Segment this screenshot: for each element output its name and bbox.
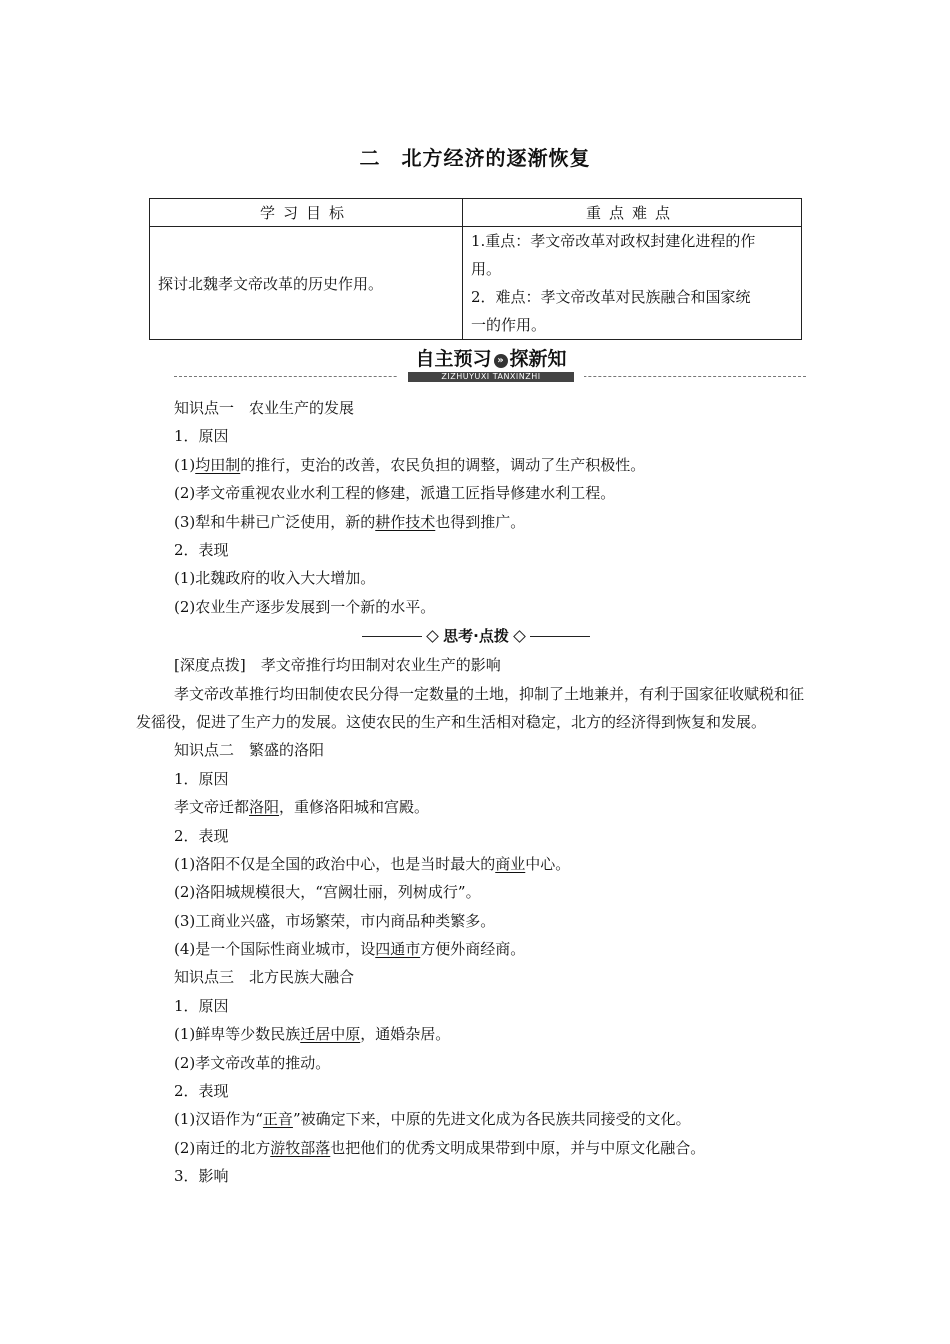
diamond-icon xyxy=(426,630,439,643)
text-part: (1)洛阳不仅是全国的政治中心，也是当时最大的 xyxy=(174,854,496,873)
underlined-term: 商业 xyxy=(495,854,526,873)
kp1-heading-2: 2．表现 xyxy=(174,540,229,559)
goals-header: 学习目标 xyxy=(150,199,463,227)
kp1-heading-1: 1．原因 xyxy=(174,427,229,446)
think-heading: [深度点拨] 孝文帝推行均田制对农业生产的影响 xyxy=(174,656,501,675)
text-part: (1) xyxy=(174,455,196,474)
text-part: ，重修洛阳城和宫殿。 xyxy=(279,798,430,817)
kp3-title: 知识点三 北方民族大融合 xyxy=(174,968,355,987)
text-part: (3)犁和牛耕已广泛使用，新的 xyxy=(174,512,376,531)
kp3-line-2: (2)孝文帝改革的推动。 xyxy=(174,1053,331,1072)
text-part: (1)汉语作为“ xyxy=(174,1110,263,1129)
kp2-line-3: (2)洛阳城规模很大，“宫阙壮丽，列树成行”。 xyxy=(174,883,481,902)
underlined-term: 游牧部落 xyxy=(270,1138,331,1157)
section-banner xyxy=(174,346,806,386)
text-part: 中心。 xyxy=(525,854,571,873)
kp3-heading-3: 3．影响 xyxy=(174,1167,229,1186)
key-points-header: 重点难点 xyxy=(463,199,802,227)
underlined-term: 均田制 xyxy=(195,455,241,474)
underlined-term: 洛阳 xyxy=(249,798,280,817)
kp2-line-4: (3)工商业兴盛，市场繁荣，市内商品种类繁多。 xyxy=(174,911,496,930)
kp2-line-2 xyxy=(136,850,816,878)
kp2-title: 知识点二 繁盛的洛阳 xyxy=(174,741,325,760)
arrow-icon: » xyxy=(494,354,508,368)
kp1-line-4: (1)北魏政府的收入大大增加。 xyxy=(174,569,376,588)
underlined-term: 迁居中原 xyxy=(300,1025,361,1044)
page-title: 二 北方经济的逐渐恢复 xyxy=(359,146,591,170)
text-part: (2)南迁的北方 xyxy=(174,1138,271,1157)
key-point-1b: 用。 xyxy=(471,260,502,278)
key-point-2b: 一的作用。 xyxy=(471,316,547,334)
divider-rule xyxy=(530,636,590,637)
banner-left-text: 自主预习 xyxy=(415,348,492,370)
kp1-line-3 xyxy=(136,508,816,536)
think-paragraph: 孝文帝改革推行均田制使农民分得一定数量的土地，抑制了土地兼并，有利于国家征收赋税和征发徭役，促进了生产力的发展。这使农民的生产和生活相对稳定，北方的经济得到恢复和发展。 xyxy=(136,684,805,731)
kp3-line-3 xyxy=(136,1105,816,1133)
underlined-term: 四通市 xyxy=(375,940,421,959)
think-label: 思考·点拨 xyxy=(443,627,509,646)
key-points-cell xyxy=(463,227,802,340)
text-part: 的推行，吏治的改善，农民负担的调整，调动了生产积极性。 xyxy=(240,455,646,474)
text-part: (4)是一个国际性商业城市，设 xyxy=(174,940,376,959)
goal-cell xyxy=(150,227,463,340)
divider-rule xyxy=(362,636,422,637)
diamond-icon xyxy=(513,630,526,643)
text-part: ”被确定下来，中原的先进文化成为各民族共同接受的文化。 xyxy=(292,1110,691,1129)
banner-box xyxy=(398,346,584,382)
text-part: 方便外商经商。 xyxy=(420,940,526,959)
kp2-heading-2: 2．表现 xyxy=(174,826,229,845)
goals-table xyxy=(149,198,802,340)
text-part: 孝文帝迁都 xyxy=(174,798,250,817)
banner-right-text: 探新知 xyxy=(509,348,567,370)
text-part: 也得到推广。 xyxy=(435,512,526,531)
kp1-line-5: (2)农业生产逐步发展到一个新的水平。 xyxy=(174,597,436,616)
kp3-line-1 xyxy=(136,1020,816,1048)
kp1-line-1 xyxy=(136,451,816,479)
underlined-term: 耕作技术 xyxy=(375,512,436,531)
kp3-heading-1: 1．原因 xyxy=(174,996,229,1015)
think-divider xyxy=(136,621,816,651)
kp1-title: 知识点一 农业生产的发展 xyxy=(174,399,355,417)
text-part: 也把他们的优秀文明成果带到中原，并与中原文化融合。 xyxy=(330,1138,706,1157)
text-part: ，通婚杂居。 xyxy=(360,1025,451,1044)
kp1-line-2: (2)孝文帝重视农业水利工程的修建，派遣工匠指导修建水利工程。 xyxy=(174,484,616,503)
banner-title xyxy=(398,346,584,372)
kp2-line-1 xyxy=(136,793,816,821)
kp2-heading-1: 1．原因 xyxy=(174,769,229,788)
table-divider xyxy=(149,339,173,340)
underlined-term: 正音 xyxy=(262,1110,293,1129)
content xyxy=(136,394,816,1191)
kp3-line-4 xyxy=(136,1134,816,1162)
goal-text: 探讨北魏孝文帝改革的历史作用。 xyxy=(158,274,384,293)
key-point-1a: 1.重点：孝文帝改革对政权封建化进程的作 xyxy=(471,232,756,250)
banner-subtitle: ZIZHUYUXI TANXINZHI xyxy=(408,372,574,382)
text-part: (1)鲜卑等少数民族 xyxy=(174,1025,301,1044)
kp3-heading-2: 2．表现 xyxy=(174,1082,229,1101)
key-point-2a: 2．难点：孝文帝改革对民族融合和国家统 xyxy=(471,288,751,306)
kp2-line-5 xyxy=(136,935,816,963)
